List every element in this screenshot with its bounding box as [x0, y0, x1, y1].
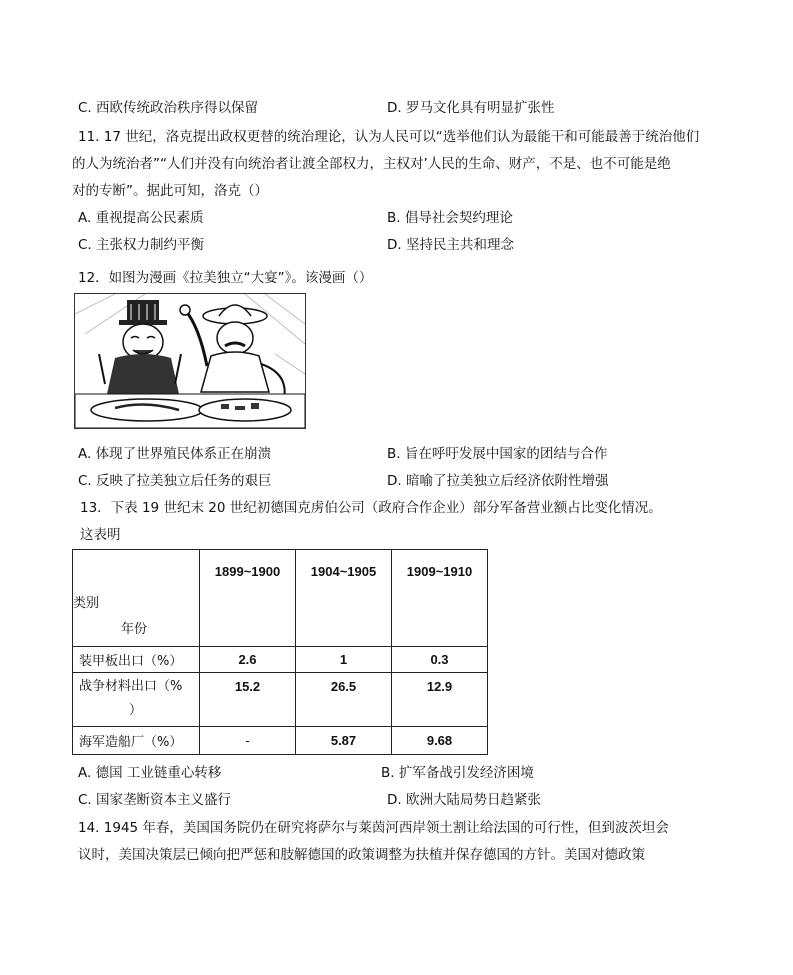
q13-stem-line2: 这表明 [80, 527, 121, 543]
q13-option-d: D. 欧洲大陆局势日趋紧张 [387, 792, 541, 808]
table-cell: - [200, 727, 296, 755]
q12-option-d: D. 暗喻了拉美独立后经济依附性增强 [387, 473, 609, 489]
q11-option-d: D. 坚持民主共和理念 [387, 237, 514, 253]
column-header: 1899~1900 [200, 550, 296, 647]
table-row [73, 673, 488, 727]
table-cell: 1 [296, 647, 392, 673]
header-year-label: 年份 [121, 622, 148, 637]
q13-option-c: C. 国家垄断资本主义盛行 [78, 792, 232, 808]
row-label-line2: ） [129, 703, 143, 718]
table-cell: 2.6 [200, 647, 296, 673]
q13-option-b: B. 扩军备战引发经济困境 [381, 765, 534, 781]
row-label: 海军造船厂（%） [73, 727, 200, 755]
table-cell: 5.87 [296, 727, 392, 755]
q12-option-a: A. 体现了世界殖民体系正在崩溃 [78, 446, 272, 462]
row-label: 装甲板出口（%） [73, 647, 200, 673]
header-corner-cell [73, 550, 200, 647]
q12-option-c: C. 反映了拉美独立后任务的艰巨 [78, 473, 272, 489]
q10-option-c: C. 西欧传统政治秩序得以保留 [78, 100, 259, 116]
table-cell: 9.68 [392, 727, 488, 755]
table-cell: 0.3 [392, 647, 488, 673]
q11-option-c: C. 主张权力制约平衡 [78, 237, 205, 253]
q13-stem-line1: 13．下表 19 世纪末 20 世纪初德国克虏伯公司（政府合作企业）部分军备营业额占比变化情况。 [80, 500, 662, 516]
table-cell: 12.9 [392, 673, 488, 727]
q11-stem-line3: 对的专断”。据此可知，洛克（） [72, 183, 268, 199]
q10-option-d: D. 罗马文化具有明显扩张性 [387, 100, 555, 116]
table-row [73, 727, 488, 755]
column-header: 1904~1905 [296, 550, 392, 647]
q11-stem-line2: 的人为统治者”“人们并没有向统治者让渡全部权力，主权对’人民的生命、财产，不是、也不可能是绝 [72, 156, 671, 172]
header-category-label: 类别 [73, 596, 100, 611]
data-table [72, 549, 488, 755]
table-cell: 15.2 [200, 673, 296, 727]
cartoon-image [74, 293, 306, 429]
q12-option-b: B. 旨在呼吁发展中国家的团结与合作 [387, 446, 608, 462]
q11-option-b: B. 倡导社会契约理论 [387, 210, 513, 226]
q14-stem-line1: 14. 1945 年春，美国国务院仍在研究将萨尔与莱茵河西岸领土割让给法国的可行性，但到波茨坦会 [78, 820, 669, 836]
table-cell: 26.5 [296, 673, 392, 727]
q11-stem-line1: 11. 17 世纪，洛克提出政权更替的统治理论，认为人民可以“选举他们认为最能干和可能最善于统治他们 [78, 129, 700, 145]
q12-stem: 12．如图为漫画《拉美独立“大宴”》。该漫画（） [78, 270, 373, 286]
column-header: 1909~1910 [392, 550, 488, 647]
table-header-row [73, 550, 488, 647]
q11-option-a: A. 重视提高公民素质 [78, 210, 204, 226]
q14-stem-line2: 议时，美国决策层已倾向把严惩和肢解德国的政策调整为扶植并保存德国的方针。美国对德政策 [78, 847, 645, 863]
table-row [73, 647, 488, 673]
row-label-line1: 战争材料出口（% [79, 679, 183, 694]
row-label [73, 673, 200, 727]
q13-option-a: A. 德国 工业链重心转移 [78, 765, 222, 781]
